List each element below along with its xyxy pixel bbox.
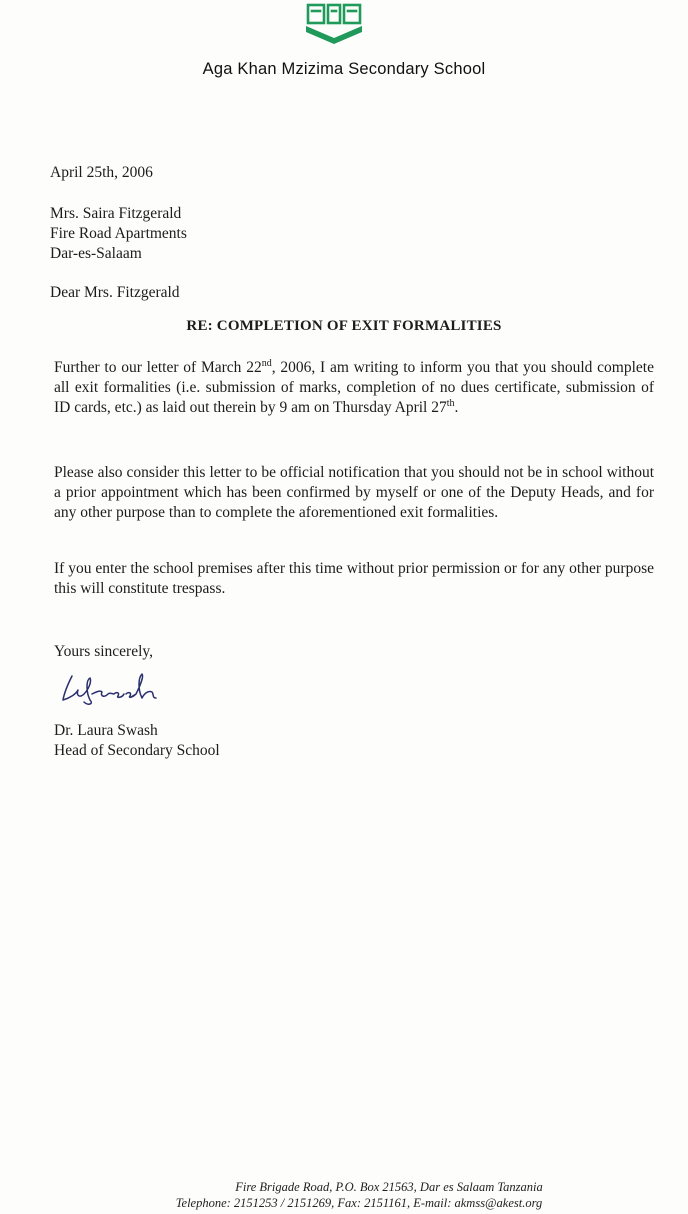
salutation: Dear Mrs. Fitzgerald <box>50 284 180 301</box>
letterhead-footer <box>0 1179 688 1211</box>
footer-address: Fire Brigade Road, P.O. Box 21563, Dar es Salaam Tanzania <box>235 1180 543 1194</box>
paragraph-1-text: . <box>454 399 459 416</box>
paragraph-1-text: Further to our letter of March 22 <box>54 359 262 376</box>
subject-line: RE: COMPLETION OF EXIT FORMALITIES <box>186 318 502 334</box>
footer-contact: Telephone: 2151253 / 2151269, Fax: 2151161, E-mail: akmss@akest.org <box>175 1196 543 1210</box>
signature <box>58 670 168 710</box>
school-logo-icon <box>302 2 366 46</box>
recipient-address <box>50 204 187 264</box>
signer-block <box>54 721 220 761</box>
recipient-name: Mrs. Saira Fitzgerald <box>50 205 182 222</box>
letter-date: April 25th, 2006 <box>50 164 153 181</box>
superscript: nd <box>261 357 272 369</box>
signer-name: Dr. Laura Swash <box>54 722 158 739</box>
signer-title: Head of Secondary School <box>54 742 220 759</box>
paragraph-1 <box>54 358 654 418</box>
paragraph-2: Please also consider this letter to be official notification that you should not be in school without a prior appointment which has been confirmed by myself or one of the Deputy Heads, and for any other purpose than to complete the aforementioned exit formalities. <box>54 464 654 521</box>
paragraph-3: If you enter the school premises after this time without prior permission or for any other purpose this will constitute trespass. <box>54 560 654 597</box>
school-name: Aga Khan Mzizima Secondary School <box>202 60 486 78</box>
recipient-address-line: Fire Road Apartments <box>50 225 187 242</box>
paragraph-1-text: , 2006, I am writing to inform you that you should complete all exit formalities (i.e. submission of marks, completion of no dues certificate, submission of ID cards, etc.) as laid out therein by 9 am on Thursday April 27 <box>54 359 654 416</box>
recipient-city: Dar-es-Salaam <box>50 245 142 262</box>
superscript: th <box>446 397 455 409</box>
closing: Yours sincerely, <box>54 643 154 660</box>
